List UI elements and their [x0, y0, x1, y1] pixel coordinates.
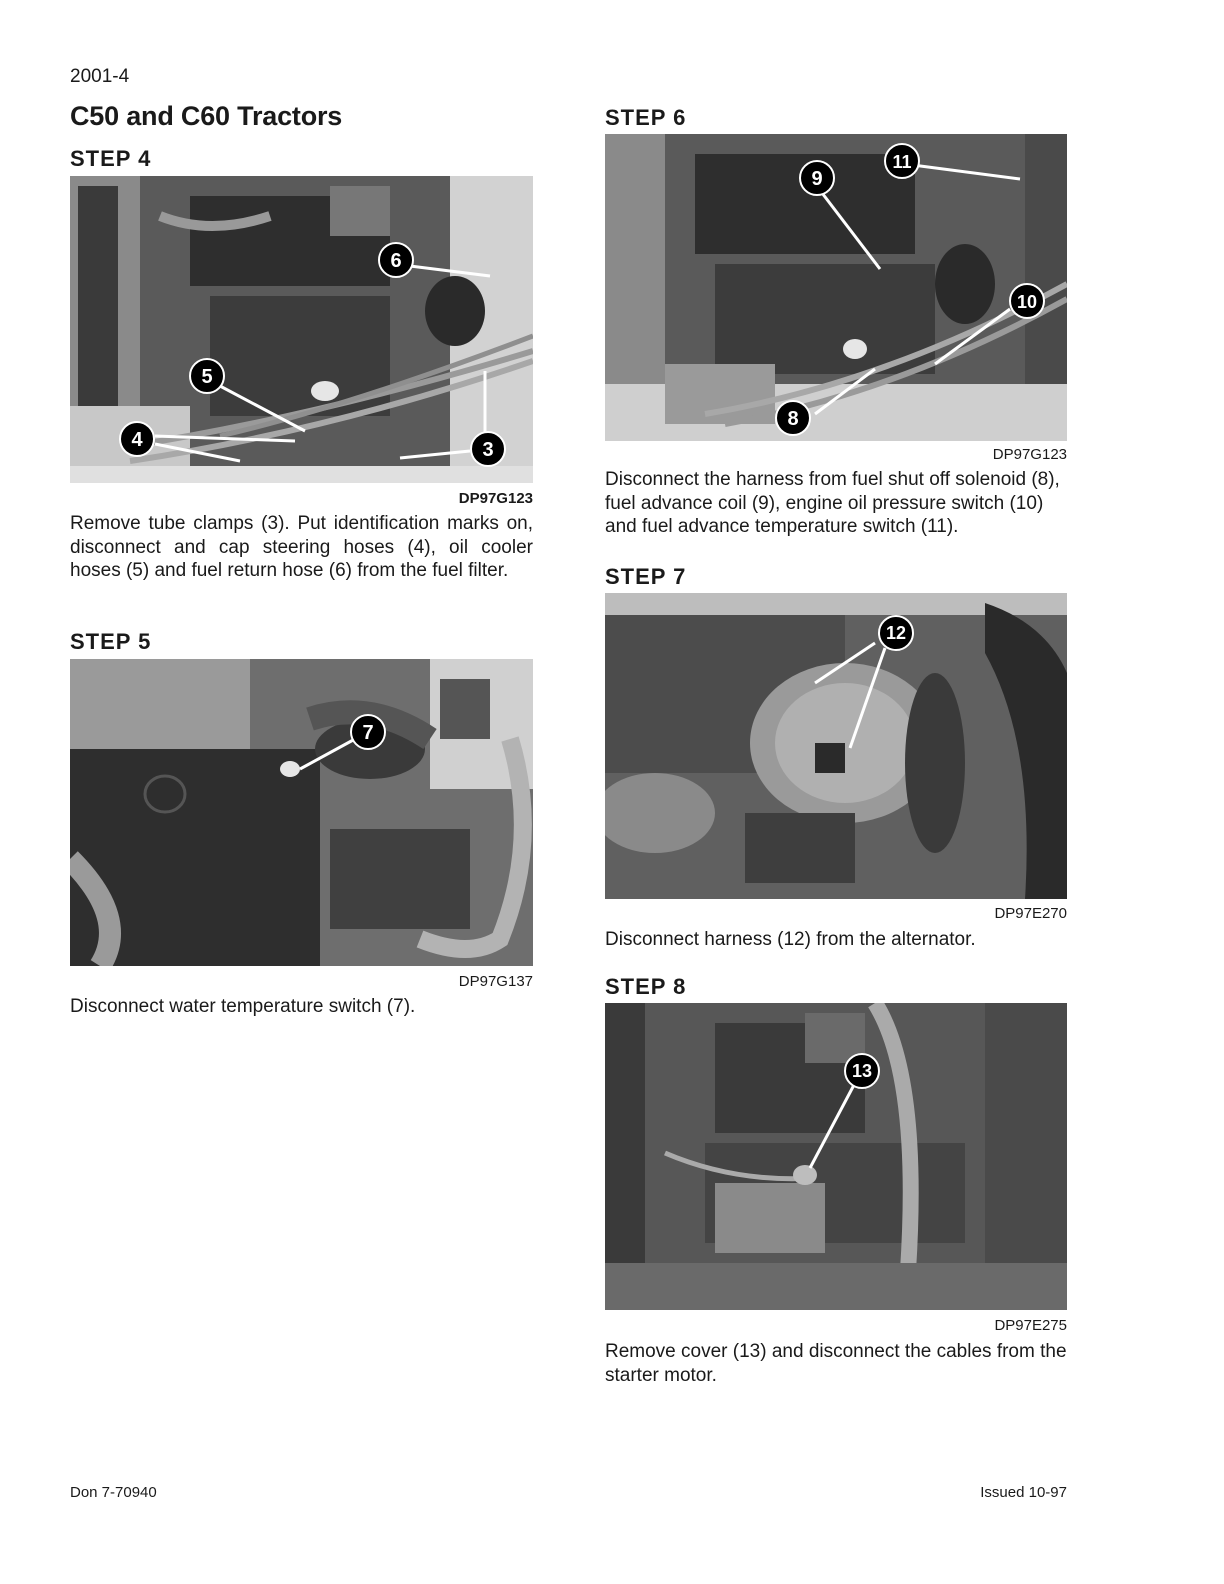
- step-6-photo: [605, 134, 1067, 441]
- step-4-figure-code: DP97G123: [458, 490, 533, 507]
- step-4-heading: STEP 4: [70, 146, 152, 171]
- step-7-figure-code: DP97E270: [994, 905, 1067, 922]
- callout-10: 10: [1016, 292, 1038, 312]
- page-number: 2001-4: [70, 66, 130, 87]
- callout-8: 8: [787, 408, 799, 430]
- step-7-caption: Disconnect harness (12) from the alternator.: [605, 929, 976, 950]
- step-7-heading: STEP 7: [605, 564, 687, 589]
- step-6-heading: STEP 6: [605, 105, 687, 130]
- document-number: Don 7-70940: [70, 1484, 157, 1501]
- step-6-figure-code: DP97G123: [992, 446, 1067, 463]
- callout-9: 9: [811, 168, 823, 190]
- step-5-heading: STEP 5: [70, 629, 152, 654]
- callout-12: 12: [885, 623, 907, 643]
- step-5-photo: [70, 659, 533, 966]
- callout-4: 4: [131, 429, 143, 451]
- step-5-figure-code: DP97G137: [458, 973, 533, 990]
- step-5-caption: Disconnect water temperature switch (7).: [70, 996, 416, 1017]
- step-8-figure-code: DP97E275: [994, 1317, 1067, 1334]
- callout-13: 13: [851, 1061, 873, 1081]
- step-8-photo: [605, 1003, 1067, 1310]
- callout-7: 7: [362, 722, 374, 744]
- callout-3: 3: [482, 439, 494, 461]
- step-7-photo: [605, 593, 1067, 899]
- step-8-heading: STEP 8: [605, 974, 687, 999]
- step-6-caption: Disconnect the harness from fuel shut off solenoid (8), fuel advance coil (9), engine oil pressure switch (10) and fuel advance temperature switch (11).: [605, 469, 1060, 537]
- callout-11: 11: [892, 152, 912, 172]
- issued-date: Issued 10-97: [980, 1484, 1067, 1501]
- step-4-caption: Remove tube clamps (3). Put identification marks on, disconnect and cap steering hoses (4), oil cooler hoses (5) and fuel return hose (6) from the fuel filter.: [70, 513, 533, 581]
- step-8-caption: Remove cover (13) and disconnect the cables from the starter motor.: [605, 1341, 1067, 1386]
- page-title: C50 and C60 Tractors: [70, 101, 343, 131]
- callout-5: 5: [201, 366, 213, 388]
- step-4-photo: [70, 176, 533, 483]
- callout-6: 6: [390, 250, 402, 272]
